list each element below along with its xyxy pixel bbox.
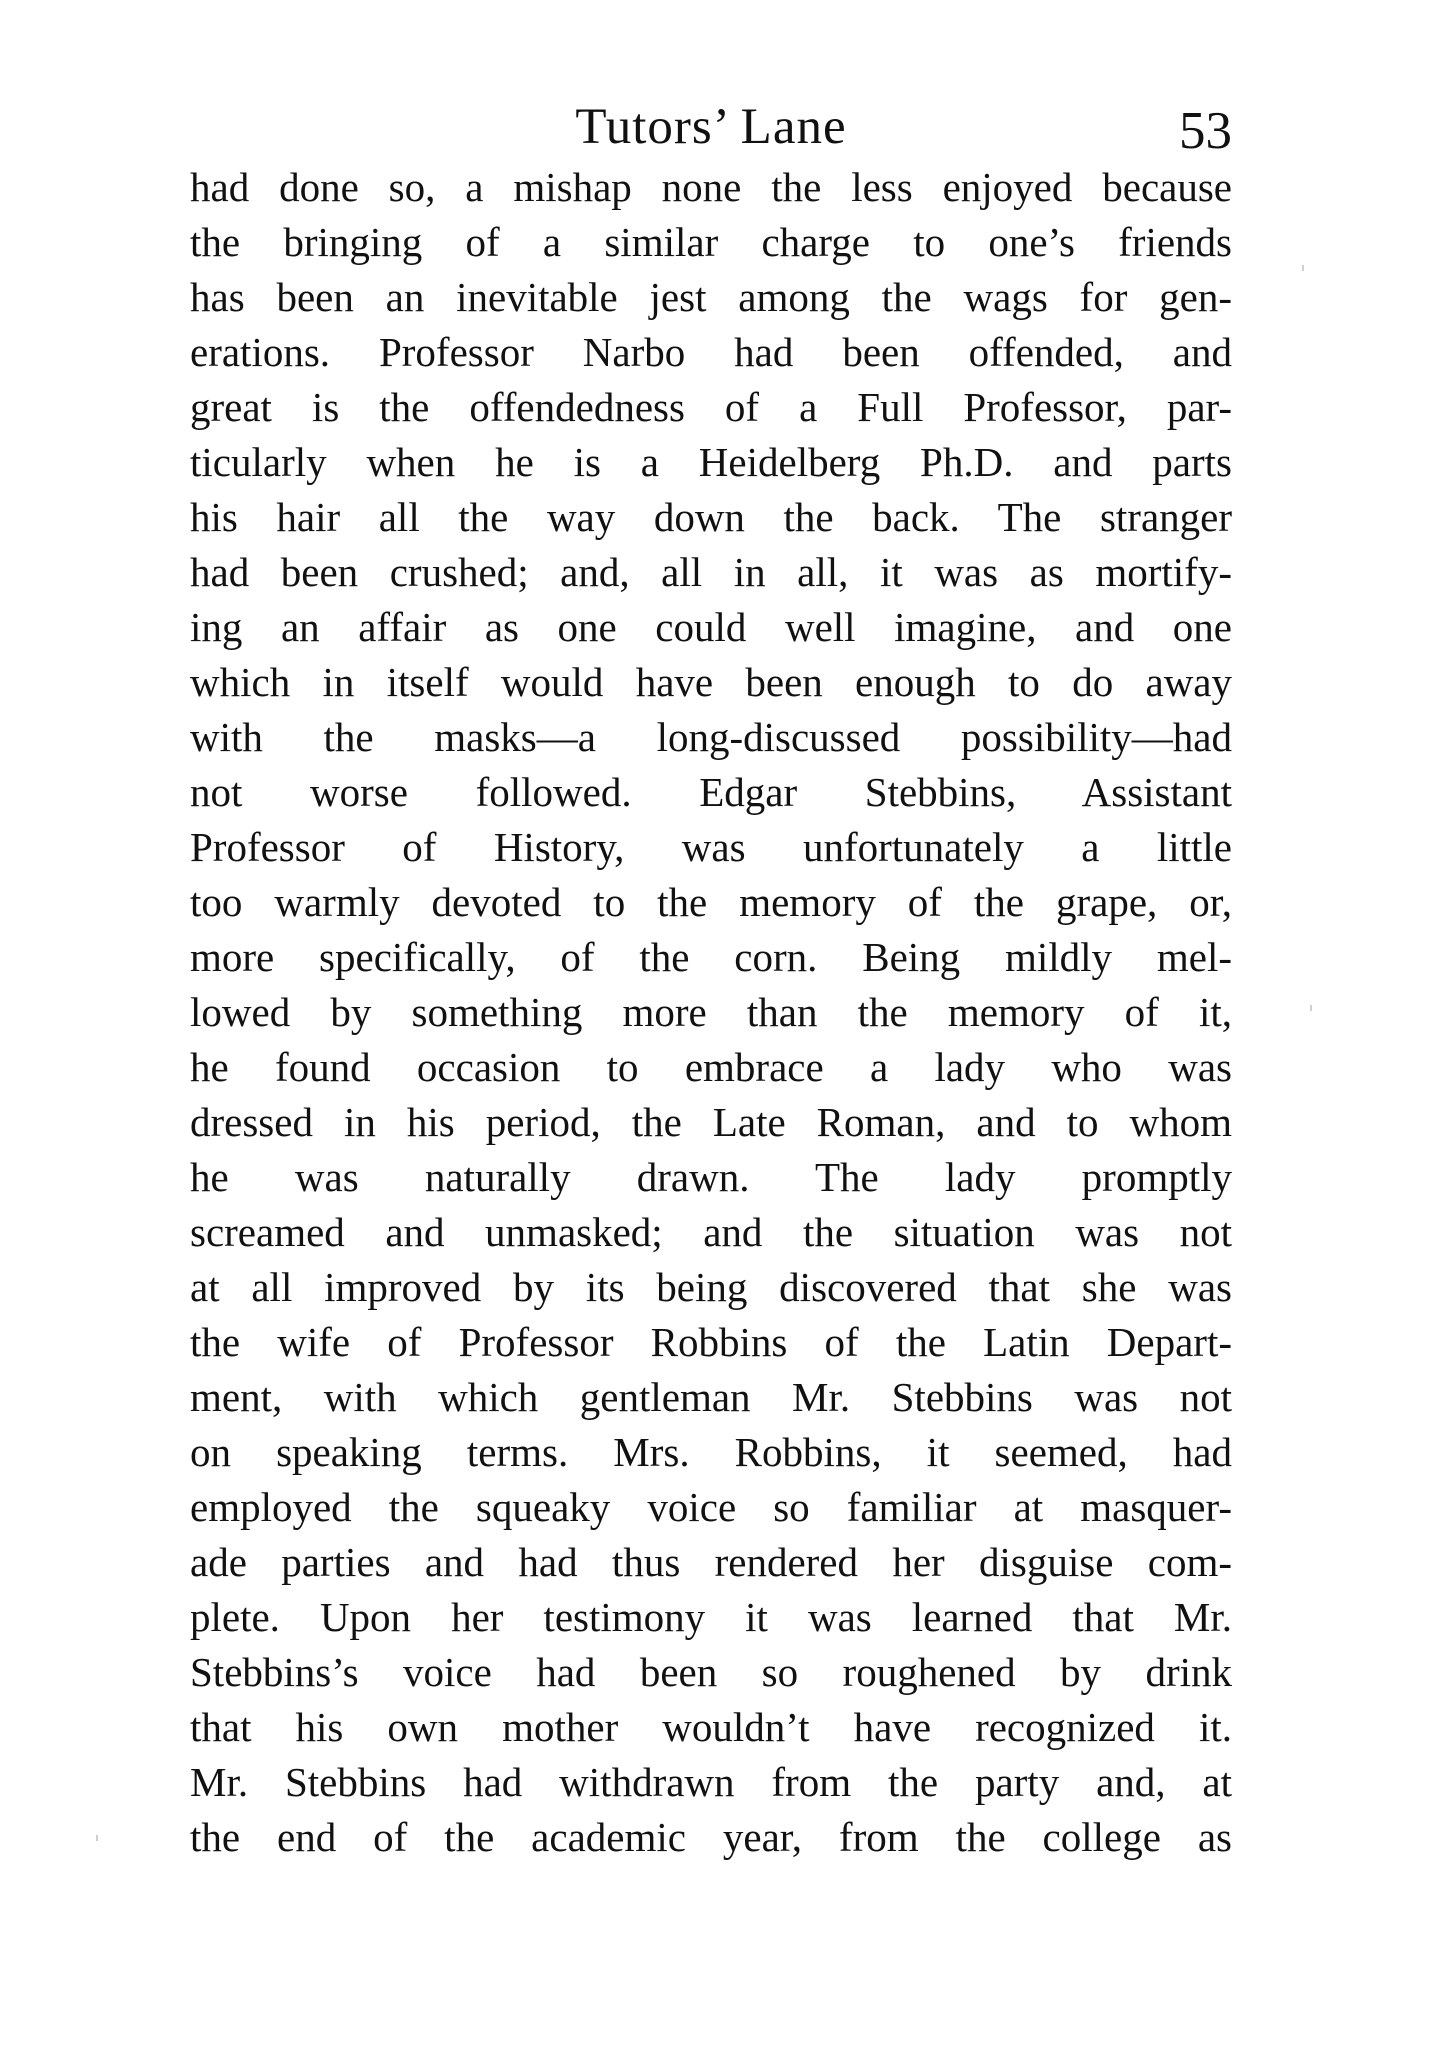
text-line: had done so, a mishap none the less enjoyed because <box>190 164 1232 210</box>
text-line: ing an affair as one could well imagine, and one <box>190 604 1232 650</box>
text-line: he was naturally drawn. The lady promptly <box>190 1154 1232 1200</box>
scan-speck <box>96 1835 98 1841</box>
text-line: dressed in his period, the Late Roman, and to whom <box>190 1099 1232 1145</box>
text-line: ade parties and had thus rendered her disguise com- <box>190 1539 1232 1585</box>
text-line: erations. Professor Narbo had been offended, and <box>190 329 1232 375</box>
scan-speck <box>1302 265 1304 271</box>
body-text <box>190 160 1232 1865</box>
text-line: more specifically, of the corn. Being mildly mel- <box>190 934 1232 980</box>
text-line: too warmly devoted to the memory of the grape, or, <box>190 879 1232 925</box>
page-number: 53 <box>1179 102 1232 160</box>
text-line: he found occasion to embrace a lady who was <box>190 1044 1232 1090</box>
text-line: ment, with which gentleman Mr. Stebbins was not <box>190 1374 1232 1420</box>
text-line: on speaking terms. Mrs. Robbins, it seemed, had <box>190 1429 1232 1475</box>
running-head <box>190 92 1232 162</box>
text-line: employed the squeaky voice so familiar at masquer- <box>190 1484 1232 1530</box>
text-line: plete. Upon her testimony it was learned that Mr. <box>190 1594 1232 1640</box>
text-line: screamed and unmasked; and the situation was not <box>190 1209 1232 1255</box>
text-line: his hair all the way down the back. The stranger <box>190 494 1232 540</box>
text-line: Mr. Stebbins had withdrawn from the party and, at <box>190 1759 1232 1805</box>
text-line: Professor of History, was unfortunately a little <box>190 824 1232 870</box>
text-line: had been crushed; and, all in all, it was as mortify- <box>190 549 1232 595</box>
text-line: lowed by something more than the memory of it, <box>190 989 1232 1035</box>
text-line: not worse followed. Edgar Stebbins, Assistant <box>190 769 1232 815</box>
text-line: ticularly when he is a Heidelberg Ph.D. and parts <box>190 439 1232 485</box>
text-line: with the masks—a long-discussed possibility—had <box>190 714 1232 760</box>
text-line: which in itself would have been enough to do away <box>190 659 1232 705</box>
text-line: that his own mother wouldn’t have recognized it. <box>190 1704 1232 1750</box>
text-line: the end of the academic year, from the college as <box>190 1814 1232 1860</box>
running-title: Tutors’ Lane <box>575 99 847 155</box>
text-line: Stebbins’s voice had been so roughened by drink <box>190 1649 1232 1695</box>
scan-speck <box>1310 1005 1312 1011</box>
text-line: the bringing of a similar charge to one’s friends <box>190 219 1232 265</box>
text-line: great is the offendedness of a Full Professor, par- <box>190 384 1232 430</box>
text-line: at all improved by its being discovered that she was <box>190 1264 1232 1310</box>
text-line: has been an inevitable jest among the wags for gen- <box>190 274 1232 320</box>
text-line: the wife of Professor Robbins of the Latin Depart- <box>190 1319 1232 1365</box>
